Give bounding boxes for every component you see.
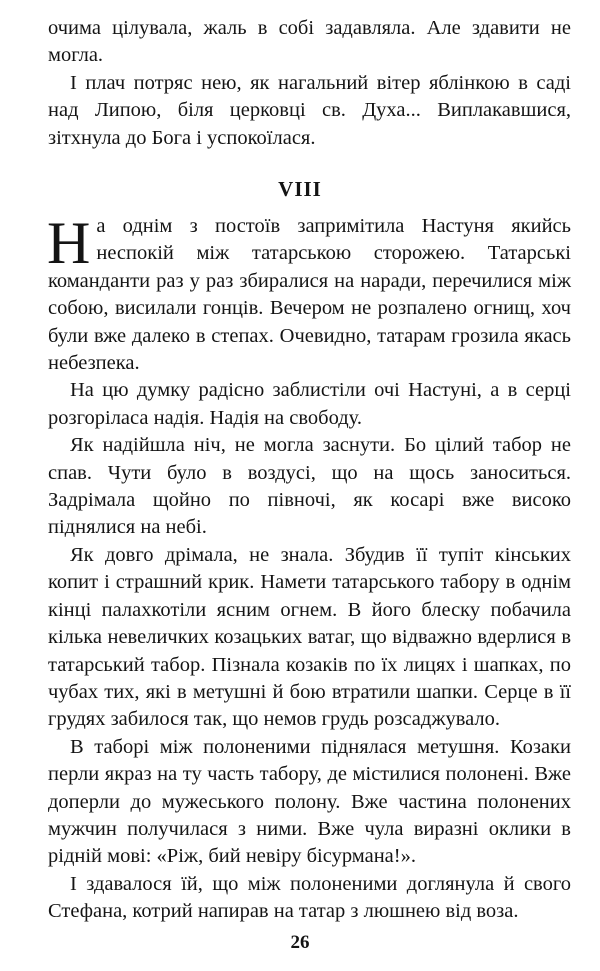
first-paragraph-text: а однім з постоїв запримітила Настуня якийсь неспокій між татарською сторожею. Татарські команданти раз у раз збиралися на наради, перечилися між собою, висилали гонців. Вечером не розпалено огнищ, хоч були вже далеко в степах. Очевидно, татарам грозила якась небезпека. (48, 215, 571, 375)
paragraph: Як надійшла ніч, не могла заснути. Бо цілий табор не спав. Чути було в воздусі, що на щось заноситься. Задрімала щойно по півночі, як косарі вже високо піднялися на небі. (48, 434, 571, 539)
paragraph: І плач потряс нею, як нагальний вітер яблінкою в саді над Липою, біля церковці св. Духа... Виплакавшися, зітхнула до Бога і успокоїлася. (48, 71, 571, 149)
paragraph: На цю думку радісно заблистіли очі Настуні, а в серці розгоріласа надія. Надія на свободу. (48, 379, 571, 429)
page-number: 26 (290, 932, 310, 953)
paragraph: І здавалося їй, що між полоненими доглянула й свого Стефана, котрий напирав на татар з люшнею від воза. (48, 872, 571, 923)
paragraph: В таборі між полоненими піднялася метушня. Козаки перли якраз на ту часть табору, де містилися полонені. Вже доперли до мужеського полону. Вже частина полонених мужчин получилася з ними. Вже чула виразні оклики в рідній мові: «Ріж, бий невіру бісурмана!». (48, 735, 571, 868)
chapter-text-block (47, 210, 571, 926)
drop-cap-letter: Н (47, 210, 91, 276)
chapter-heading: VIII (278, 177, 322, 201)
paragraph: очима цілувала, жаль в собі задавляла. Але здавити не могла. (48, 17, 571, 67)
top-text-block (48, 15, 571, 152)
first-paragraph (47, 210, 571, 377)
paragraph: Як довго дрімала, не знала. Збудив її тупіт кінських копит і страшний крик. Намети татарського табору в однім кінці палахкотіли ясним огнем. В його блеску побачила кілька невеличких козацьких ватаг, що відважно вдерлися в татарський табор. Пізнала козаків по їх лицях і шапках, по чубах тих, які в метушні й бою втратили шапки. Серце в її грудях забилося так, що немов грудь розсаджувало. (48, 543, 571, 731)
